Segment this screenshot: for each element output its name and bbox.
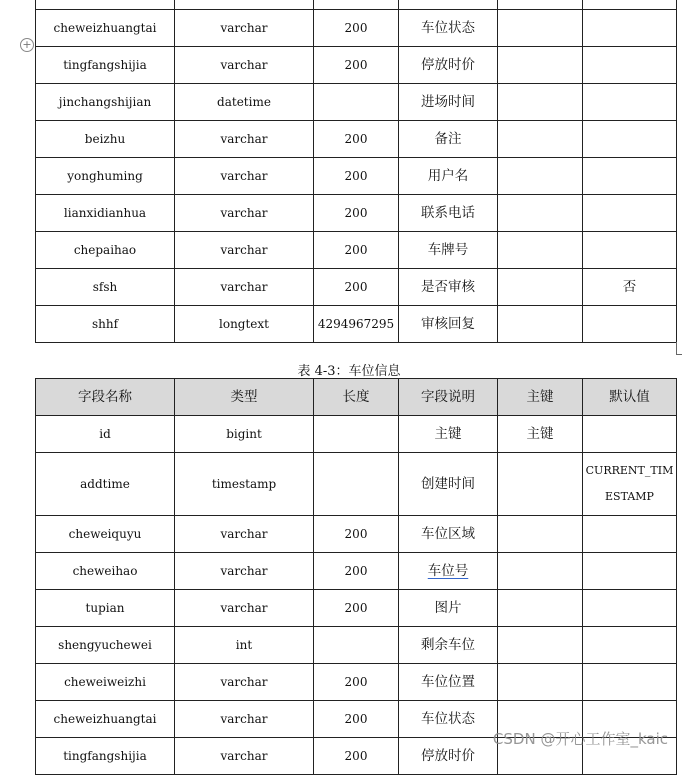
cell-primary-key — [498, 516, 583, 553]
table-move-handle-icon[interactable]: + — [20, 38, 34, 52]
cell-default — [583, 627, 677, 664]
cell-length: 200 — [314, 121, 399, 158]
cell-description: 用户名 — [399, 158, 498, 195]
cell-length: 200 — [314, 232, 399, 269]
cell-description — [399, 553, 498, 590]
table2-body — [36, 416, 677, 775]
cell-type: varchar — [175, 553, 314, 590]
cell-description: 车位状态 — [399, 10, 498, 47]
table-field-list-continued — [35, 0, 677, 343]
cell-description: 停放时价 — [399, 47, 498, 84]
cell-length: 4294967295 — [314, 306, 399, 343]
cell-type: varchar — [175, 269, 314, 306]
cell-description: 创建时间 — [399, 453, 498, 516]
cell-type: datetime — [175, 84, 314, 121]
cell-description: 车位位置 — [399, 664, 498, 701]
header-description: 字段说明 — [399, 379, 498, 416]
cell-primary-key: 主键 — [498, 416, 583, 453]
cell-length: 200 — [314, 701, 399, 738]
cell-length — [314, 627, 399, 664]
cell-field-name: cheweizhuangtai — [36, 701, 175, 738]
cell-type: varchar — [175, 47, 314, 84]
cell-primary-key — [498, 0, 583, 10]
cell-length: 200 — [314, 10, 399, 47]
cell-default: CURRENT_TIMESTAMP — [583, 453, 677, 516]
cell-default — [583, 121, 677, 158]
cell-default — [583, 306, 677, 343]
cell-primary-key — [498, 10, 583, 47]
cell-field-name: cheweihao — [36, 553, 175, 590]
cell-description: 车位状态 — [399, 701, 498, 738]
header-default: 默认值 — [583, 379, 677, 416]
cell-description: 车牌号 — [399, 232, 498, 269]
watermark: CSDN @开心工作室_kaic — [492, 730, 668, 748]
table-row — [36, 553, 677, 590]
header-primary-key: 主键 — [498, 379, 583, 416]
table-row — [36, 0, 677, 10]
table-row — [36, 121, 677, 158]
cell-default — [583, 553, 677, 590]
cell-type: varchar — [175, 195, 314, 232]
cell-type: varchar — [175, 701, 314, 738]
cell-default — [583, 47, 677, 84]
cell-field-name: chepaihao — [36, 232, 175, 269]
cell-description: 联系电话 — [399, 195, 498, 232]
cell-length: 200 — [314, 738, 399, 775]
cell-primary-key — [498, 47, 583, 84]
cell-description: 主键 — [399, 416, 498, 453]
cell-length: 200 — [314, 269, 399, 306]
cell-type: int — [175, 627, 314, 664]
cell-primary-key — [498, 590, 583, 627]
cell-description — [399, 0, 498, 10]
cell-length: 200 — [314, 158, 399, 195]
cell-field-name: id — [36, 416, 175, 453]
cell-type: varchar — [175, 516, 314, 553]
cell-description: 进场时间 — [399, 84, 498, 121]
cell-primary-key — [498, 306, 583, 343]
cell-default — [583, 195, 677, 232]
cell-field-name: tingfangshijia — [36, 738, 175, 775]
cell-type: varchar — [175, 10, 314, 47]
table-resize-handle[interactable] — [676, 342, 682, 355]
cell-type: bigint — [175, 416, 314, 453]
table-row — [36, 269, 677, 306]
table-row — [36, 10, 677, 47]
table-row — [36, 416, 677, 453]
cell-type: varchar — [175, 590, 314, 627]
table-row — [36, 158, 677, 195]
cell-length — [314, 453, 399, 516]
cell-primary-key — [498, 158, 583, 195]
cell-description: 备注 — [399, 121, 498, 158]
cell-field-name: cheweiquyu — [36, 516, 175, 553]
table-row — [36, 664, 677, 701]
cell-field-name: tupian — [36, 590, 175, 627]
cell-type: timestamp — [175, 453, 314, 516]
cell-default — [583, 664, 677, 701]
spellcheck-underline: 车位号 — [427, 563, 469, 579]
cell-primary-key — [498, 269, 583, 306]
cell-default — [583, 590, 677, 627]
cell-field-name: yonghuming — [36, 158, 175, 195]
cell-default — [583, 84, 677, 121]
table1-body — [36, 0, 677, 343]
cell-primary-key — [498, 121, 583, 158]
cell-default: 否 — [583, 269, 677, 306]
cell-length — [314, 84, 399, 121]
cell-type — [175, 0, 314, 10]
table-header-row — [36, 379, 677, 416]
cell-length: 200 — [314, 47, 399, 84]
cell-type: varchar — [175, 232, 314, 269]
cell-length — [314, 0, 399, 10]
cell-field-name: jinchangshijian — [36, 84, 175, 121]
cell-field-name: shhf — [36, 306, 175, 343]
cell-type: varchar — [175, 158, 314, 195]
table-row — [36, 195, 677, 232]
cell-primary-key — [498, 232, 583, 269]
cell-type: varchar — [175, 664, 314, 701]
cell-field-name — [36, 0, 175, 10]
table-row — [36, 516, 677, 553]
cell-field-name: cheweiweizhi — [36, 664, 175, 701]
header-length: 长度 — [314, 379, 399, 416]
table-row — [36, 47, 677, 84]
cell-primary-key — [498, 195, 583, 232]
table-caption: 表 4-3：车位信息 — [297, 364, 401, 379]
cell-field-name: sfsh — [36, 269, 175, 306]
table-parking-space-info — [35, 378, 677, 775]
cell-description: 车位区域 — [399, 516, 498, 553]
cell-length: 200 — [314, 516, 399, 553]
cell-field-name: cheweizhuangtai — [36, 10, 175, 47]
cell-length: 200 — [314, 553, 399, 590]
header-field-name: 字段名称 — [36, 379, 175, 416]
cell-primary-key — [498, 627, 583, 664]
cell-description: 剩余车位 — [399, 627, 498, 664]
cell-field-name: shengyuchewei — [36, 627, 175, 664]
cell-description: 图片 — [399, 590, 498, 627]
table-row — [36, 627, 677, 664]
cell-primary-key — [498, 664, 583, 701]
cell-length: 200 — [314, 195, 399, 232]
cell-default — [583, 158, 677, 195]
cell-field-name: tingfangshijia — [36, 47, 175, 84]
table-row — [36, 590, 677, 627]
cell-description: 停放时价 — [399, 738, 498, 775]
cell-length — [314, 416, 399, 453]
cell-type: varchar — [175, 738, 314, 775]
cell-field-name: lianxidianhua — [36, 195, 175, 232]
cell-type: longtext — [175, 306, 314, 343]
cell-primary-key — [498, 553, 583, 590]
header-type: 类型 — [175, 379, 314, 416]
cell-length: 200 — [314, 590, 399, 627]
cell-default — [583, 0, 677, 10]
table-row — [36, 84, 677, 121]
cell-type: varchar — [175, 121, 314, 158]
table-row — [36, 306, 677, 343]
cell-default — [583, 416, 677, 453]
table-row — [36, 232, 677, 269]
cell-primary-key — [498, 84, 583, 121]
cell-default — [583, 10, 677, 47]
cell-length: 200 — [314, 664, 399, 701]
table-row — [36, 453, 677, 516]
cell-field-name: beizhu — [36, 121, 175, 158]
cell-primary-key — [498, 453, 583, 516]
cell-default — [583, 516, 677, 553]
cell-description: 审核回复 — [399, 306, 498, 343]
cell-description: 是否审核 — [399, 269, 498, 306]
cell-field-name: addtime — [36, 453, 175, 516]
cell-default — [583, 232, 677, 269]
